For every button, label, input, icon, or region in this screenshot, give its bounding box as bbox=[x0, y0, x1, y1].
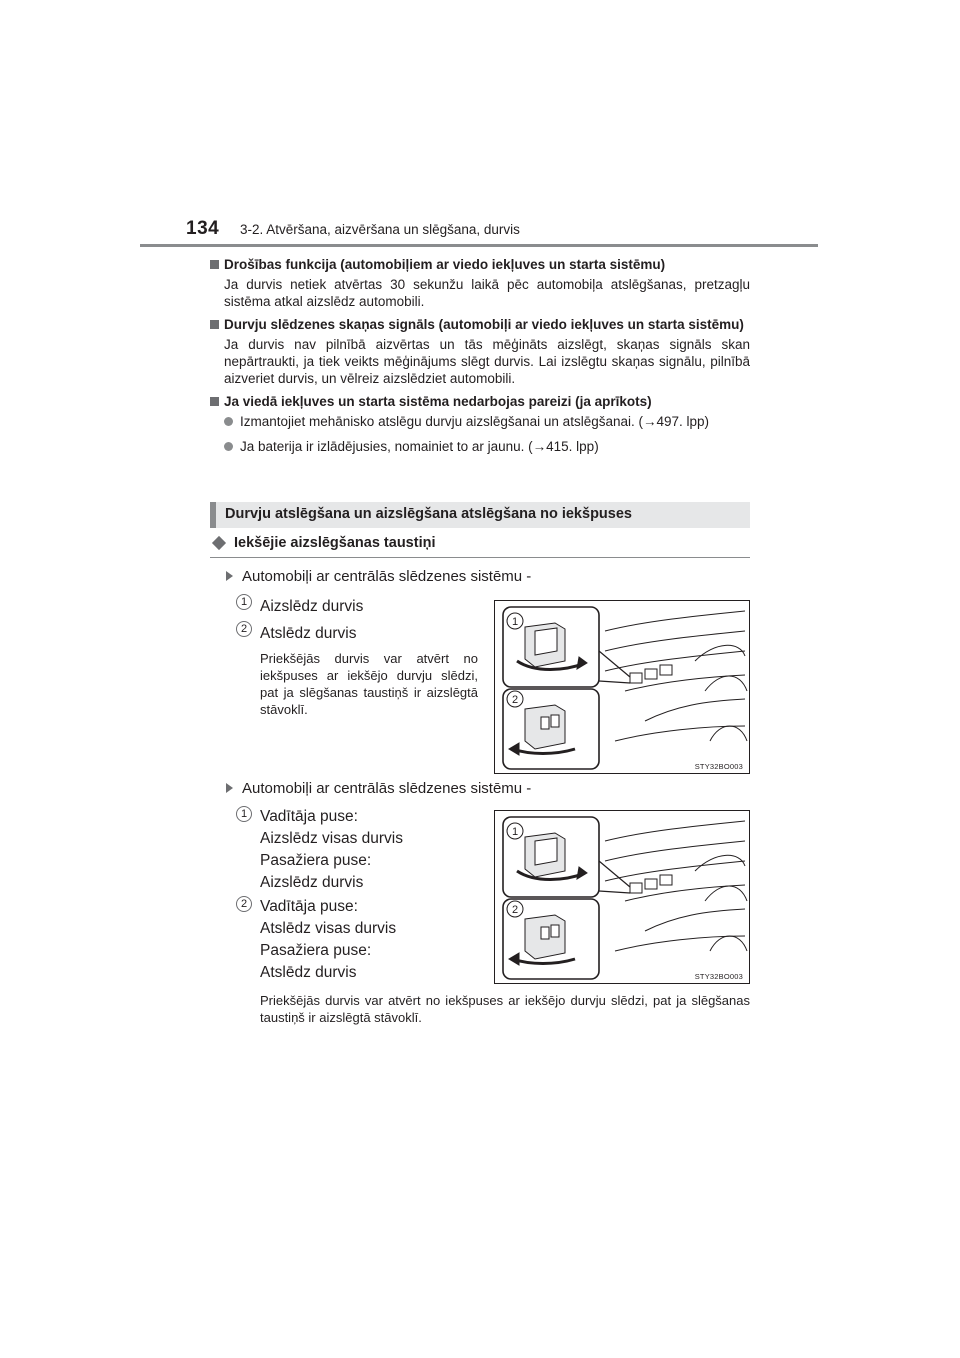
section-heading: Durvju atslēgšana un aizslēgšana atslēgšana no iekšpuses bbox=[225, 506, 632, 522]
callout-number-2: 2 bbox=[236, 896, 252, 912]
figure-callout-2: 2 bbox=[512, 904, 519, 916]
block-text: Ja durvis nav pilnībā aizvērtas un tās mēģināts aizslēgt, skaņas signāls skan nepārtraukti, ja tiek veikts mēģinājums slēgt durvis. Lai izslēgtu skaņas signālu, pilnībā aizveriet durvis, un vēlreiz aizslēdziet automobili. bbox=[224, 337, 750, 386]
figure-callout-1: 1 bbox=[512, 616, 519, 628]
list-item: Ja baterija ir izlādējusies, nomainiet to ar jaunu. (→415. lpp) bbox=[210, 438, 750, 455]
callout-number-1: 1 bbox=[236, 594, 252, 610]
diamond-bullet-icon bbox=[212, 536, 226, 550]
list-item: Izmantojiet mehānisko atslēgu durvju aizslēgšanai un atslēgšanai. (→497. lpp) bbox=[210, 413, 750, 430]
section-title: 3-2. Atvēršana, aizvēršana un slēgšana, durvis bbox=[240, 222, 520, 237]
figure-callout-1: 1 bbox=[512, 826, 519, 838]
lock-switch-illustration bbox=[494, 600, 750, 774]
block-title: Durvju slēdzenes skaņas signāls (automobiļi ar viedo iekļuves un starta sistēmu) bbox=[224, 317, 744, 332]
block-title: Ja viedā iekļuves un starta sistēma nedarbojas pareizi (ja aprīkots) bbox=[224, 394, 652, 409]
block-title: Drošības funkcija (automobiļiem ar viedo iekļuves un starta sistēmu) bbox=[224, 257, 666, 272]
note-text: Priekšējās durvis var atvērt no iekšpuses ar iekšējo durvju slēdzi, pat ja slēgšanas taustiņš ir aizslēgtā stāvoklī. bbox=[260, 993, 750, 1025]
figure-callout-2: 2 bbox=[512, 694, 519, 706]
callout-number-1: 1 bbox=[236, 806, 252, 822]
item-lock: Aizslēdz durvis bbox=[260, 598, 364, 615]
circle-bullet-icon bbox=[224, 417, 233, 426]
item-unlock: Atslēdz durvis bbox=[260, 625, 357, 642]
lock-switch-illustration bbox=[494, 810, 750, 984]
triangle-arrow-icon bbox=[226, 783, 233, 793]
callout-number-2: 2 bbox=[236, 621, 252, 637]
circle-bullet-icon bbox=[224, 442, 233, 451]
page-number: 134 bbox=[186, 218, 220, 239]
item-unlock-group: Vadītāja puse: Atslēdz visas durvis Pasažiera puse: Atslēdz durvis bbox=[260, 898, 397, 981]
item-lock-group: Vadītāja puse: Aizslēdz visas durvis Pasažiera puse: Aizslēdz durvis bbox=[260, 808, 403, 891]
square-bullet-icon bbox=[210, 320, 219, 329]
info-block-smart-entry bbox=[210, 393, 750, 455]
info-block-security bbox=[210, 256, 750, 310]
triangle-arrow-icon bbox=[226, 571, 233, 581]
block-text: Ja durvis netiek atvērtas 30 sekunžu laikā pēc automobiļa atslēgšanas, pretzagļu sistēma atkal aizslēdz automobili. bbox=[224, 277, 750, 309]
header-rule bbox=[140, 244, 818, 247]
note-text: Priekšējās durvis var atvērt no iekšpuses ar iekšējo durvju slēdzi, pat ja slēgšanas taustiņš ir aizslēgtā stāvoklī. bbox=[260, 651, 478, 717]
info-blocks bbox=[210, 256, 750, 455]
square-bullet-icon bbox=[210, 397, 219, 406]
subheading: Iekšējie aizslēgšanas taustiņi bbox=[210, 534, 750, 558]
square-bullet-icon bbox=[210, 260, 219, 269]
figure-code: STY32BO003 bbox=[694, 762, 743, 771]
section-heading-band bbox=[210, 502, 750, 528]
info-block-buzzer bbox=[210, 316, 750, 387]
figure-code: STY32BO003 bbox=[694, 972, 743, 981]
